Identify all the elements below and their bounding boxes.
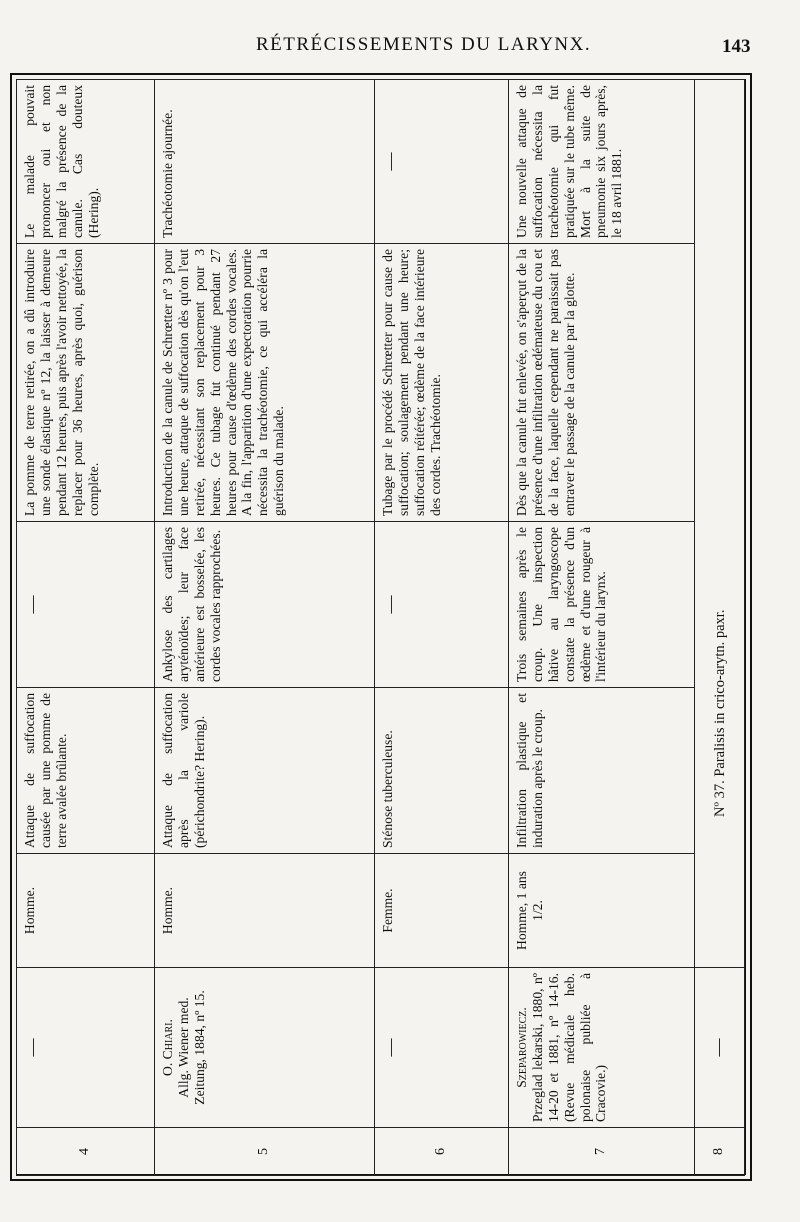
treatment-cell: La pomme de terre retirée, on a dû introduire une sonde élastique nº 12, la laisser à demeure pendant 12 heures, puis après l'avoir nettoyée, la replacer pour 36 heures, après quoi, guérison complète. [17,244,155,522]
running-title: RÉTRÉCISSEMENTS DU LARYNX. [256,34,592,55]
cause-cell: Sténose tuberculeuse. [375,688,509,854]
result-cell: — [375,80,509,244]
laryngoscopy-cell: — [17,522,155,688]
sex-cell: Homme. [155,854,375,968]
table-row [509,80,695,1176]
table-row [695,80,745,1176]
source-cell: — [17,968,155,1128]
result-cell: Une nouvelle attaque de suffocation nécessita la trachéotomie qui fut pratiquée sur le tube même. Mort à la suite de pneumonie six jours après, le 18 avril 1881. [509,80,695,244]
note-cell: Nº 37. Paralisis in crico-arytn. paxr. [695,80,745,968]
source-author: Szeparowiecz. [514,1007,529,1088]
treatment-cell: Introduction de la canule de Schrœtter nº 3 pour une heure, attaque de suffocation dès qu'on l'eut retirée, nécessitant son replacement pour 3 heures. Ce tubage fut continué pendant 27 heures pour cause d'œdème des cordes vocales. A la fin, l'apparition d'une expectoration pourrie nécessita la trachéotomie, ce qui accéléra la guérison du malade. [155,244,375,522]
treatment-cell: Dès que la canule fut enlevée, on s'aperçut de la présence d'une infiltration œdémateuse du cou et de la face, laquelle cependant ne paraissait pas entraver le passage de la canule par la glotte. [509,244,695,522]
laryngoscopy-cell: Trois semaines après le croup. Une inspection hâtive au laryngoscope constate la présence d'un œdème et d'une rougeur à l'intérieur du larynx. [509,522,695,688]
table-row [375,80,509,1176]
cause-cell: Attaque de suffocation causée par une pomme de terre avalée brûlante. [17,688,155,854]
source-reference: Allg. Wiener med. Zeitung, 1884, nº 15. [175,990,207,1105]
result-cell: Le malade pouvait prononcer oui et non malgré la présence de la canule. Cas douteux (Hering). [17,80,155,244]
treatment-cell: Tubage par le procédé Schrœtter pour cause de suffocation; soulagement pendant une heure; suffocation réitérée; œdème de la face intérieure des cordes. Trachéotomie. [375,244,509,522]
page-number: 143 [722,36,751,57]
source-cell [155,968,375,1128]
page-header [0,0,800,70]
sex-cell: Homme, 1 ans 1/2. [509,854,695,968]
case-number: 6 [375,1128,509,1176]
source-cell [509,968,695,1128]
case-number: 5 [155,1128,375,1176]
cause-cell: Attaque de suffocation après la variole (périchondrite? Hering). [155,688,375,854]
source-author: O. Chiari. [160,1019,175,1076]
table-row [155,80,375,1176]
cause-cell: Infiltration plastique et induration après le croup. [509,688,695,854]
laryngoscopy-cell: — [375,522,509,688]
source-reference: Przeglad lekarski, 1880, nº 14-20 et 1881, nº 14-16. (Revue médicale heb. polonaise publiée à Cracovie.) [529,973,609,1122]
rotated-table [16,80,744,1176]
table-row [17,80,155,1176]
case-table [16,79,745,1176]
sex-cell: Femme. [375,854,509,968]
source-cell: — [375,968,509,1128]
laryngoscopy-cell: Ankylose des cartilages aryténoïdes; leur face antérieure est bosselée, les cordes vocales rapprochées. [155,522,375,688]
result-cell: Trachéotomie ajournée. [155,80,375,244]
sex-cell: Homme. [17,854,155,968]
case-number: 4 [17,1128,155,1176]
case-number: 7 [509,1128,695,1176]
source-cell: — [695,968,745,1128]
case-number: 8 [695,1128,745,1176]
